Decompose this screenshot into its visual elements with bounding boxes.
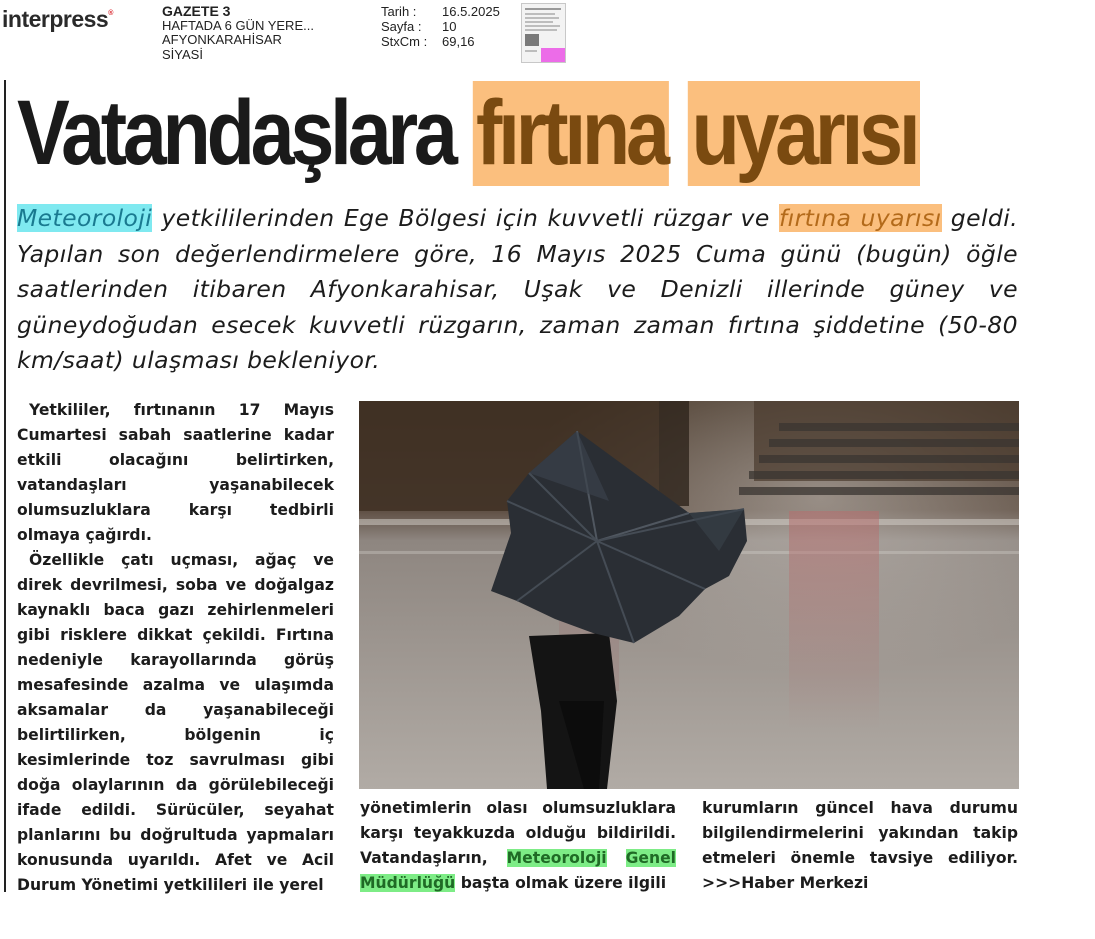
publication-region: AFYONKARAHİSAR [162,32,282,47]
body-highlight-genel-mudurlugu: Genel Müdürlüğü [360,849,676,892]
article-location-marker [541,48,565,62]
publication-frequency: HAFTADA 6 GÜN YERE... [162,17,314,33]
left-column-rule [4,80,6,892]
page-value: 10 [442,19,457,34]
body-text-3b: başta olmak üzere ilgili [455,874,667,892]
publication-info [162,4,314,62]
logo-text: interpress [2,6,109,32]
page-thumbnail[interactable] [521,3,566,63]
publication-category: SİYASİ [162,46,203,62]
lead-text-1: yetkililerinden Ege Bölgesi için kuvvetli rüzgar ve [152,204,779,232]
body-paragraph-2: Özellikle çatı uçması, ağaç ve direk devrilmesi, soba ve doğalgaz kaynaklı baca gazı zehirlenmeleri gibi risklere dikkat çekildi. Fırtına nedeniyle karayollarında görüş mesafesinde azalma ve ulaşımda aksamalar da yaşanabileceği belirtilirken, bölgenin iç kesimlerinde toz savrulması gibi doğa olaylarının da görülebileceği ifade edildi. Sürücüler, seyahat planlarını bu doğrultuda yapmaları konusunda uyarıldı. Afet ve Acil Durum Yönetimi yetkilileri ile yerel [17,551,334,894]
stxcm-label: StxCm : [381,34,428,49]
body-column-3 [702,796,1018,896]
stxcm-value: 69,16 [442,34,475,49]
headline-highlight-1: fırtına [473,81,670,186]
headline-part-1: Vatandaşlara [17,81,454,184]
article-photo-umbrella-storm [359,401,1019,789]
date-label: Tarih : [381,4,417,19]
date-value: 16.5.2025 [442,4,500,19]
lead-highlight-firtina-uyarisi: fırtına uyarısı [778,204,942,232]
body-highlight-meteoroloji: Meteoroloji [506,849,607,867]
body-column-1 [17,398,334,898]
page-label: Sayfa : [381,19,422,34]
body-column-2 [360,796,676,896]
lead-text-2: geldi. Yapılan son değerlendirmelere göre, 16 Mayıs 2025 Cuma günü (bugün) öğle saatlerinden itibaren Afyonkarahisar, Uşak ve Denizli illerinde güney ve güneydoğudan esecek kuvvetli rüzgarın, zaman zaman fırtına şiddetine (50-80 km/saat) ulaşması bekleniyor. [17,204,1018,374]
interpress-logo [2,6,113,33]
publication-name: GAZETE 3 [162,3,231,19]
logo-registered-mark: ® [108,10,113,17]
article-lead [17,201,1018,379]
body-paragraph-3 [360,796,676,896]
headline-highlight-2: uyarısı [688,81,920,186]
body-text-3a: yönetimlerin olası olumsuzluklara karşı teyakkuzda olduğu bildirildi. Vatandaşların, [360,799,676,867]
clipping-meta [381,4,500,49]
body-paragraph-1: Yetkililer, fırtınanın 17 Mayıs Cumartesi sabah saatlerine kadar etkili olacağını belirtirken, vatandaşları yaşanabilecek olumsuzluklara karşı tedbirli olmaya çağırdı. [17,401,334,544]
body-paragraph-4: kurumların güncel hava durumu bilgilendirmelerini yakından takip etmeleri önemle tavsiye ediliyor. >>>Haber Merkezi [702,799,1018,892]
lead-highlight-meteoroloji: Meteoroloji [17,204,153,232]
article-headline [17,78,920,188]
